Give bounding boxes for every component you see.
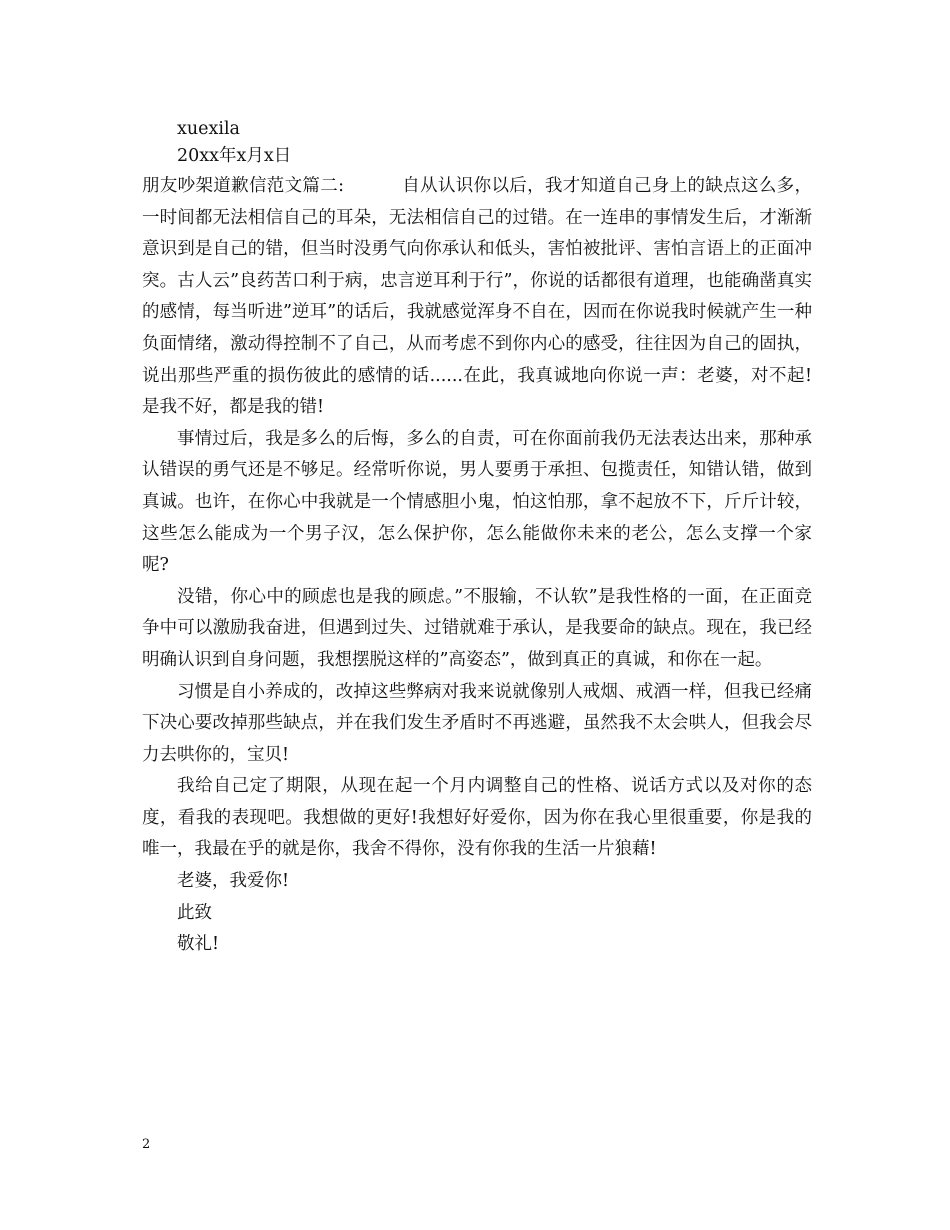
letter-paragraph-1 xyxy=(142,171,812,424)
letter-date: 20xx年x月x日 xyxy=(177,146,292,166)
closing-salutation: 此致 xyxy=(177,902,212,923)
paragraph-1-text: 自从认识你以后，我才知道自己身上的缺点这么多，一时间都无法相信自己的耳朵，无法相信自己的过错。在一连串的事情发生后，才渐渐意识到是自己的错，但当时没勇气向你承认和低头，害怕被批评、害怕言语上的正面冲突。古人云”良药苦口利于病，忠言逆耳利于行”，你说的话都很有道理，也能确凿真实的感情，每当听进”逆耳”的话后，我就感觉浑身不自在，因而在你说我时候就产生一种负面情绪，激动得控制不了自己，从而考虑不到你内心的感受，往往因为自己的固执，说出那些严重的损伤彼此的感情的话......在此，我真诚地向你说一声：老婆，对不起!是我不好，都是我的错! xyxy=(142,176,812,418)
document-page xyxy=(142,116,812,961)
page-number: 2 xyxy=(142,1137,151,1152)
closing-regards: 敬礼! xyxy=(177,934,220,955)
letter-paragraph-5: 我给自己定了期限，从现在起一个月内调整自己的性格、说话方式以及对你的态度，看我的表现吧。我想做的更好!我想好好爱你，因为你在我心里很重要，你是我的唯一，我最在乎的就是你，我舍不得你，没有你我的生活一片狼藉! xyxy=(142,776,812,860)
letter-paragraph-2: 事情过后，我是多么的后悔，多么的自责，可在你面前我仍无法表达出来，那种承认错误的勇气还是不够足。经常听你说，男人要勇于承担、包揽责任，知错认错，做到真诚。也许，在你心中我就是一个情感胆小鬼，怕这怕那，拿不起放不下，斤斤计较，这些怎么能成为一个男子汉，怎么保护你，怎么能做你未来的老公，怎么支撑一个家呢? xyxy=(142,428,812,576)
letter-paragraph-4: 习惯是自小养成的，改掉这些弊病对我来说就像别人戒烟、戒酒一样，但我已经痛下决心要改掉那些缺点，并在我们发生矛盾时不再逃避，虽然我不太会哄人，但我会尽力去哄你的，宝贝! xyxy=(142,681,812,765)
letter-title: 朋友吵架道歉信范文篇二: xyxy=(142,176,344,196)
sender-name: xuexila xyxy=(177,119,240,139)
closing-love-line: 老婆，我爱你! xyxy=(177,871,290,892)
letter-paragraph-3: 没错，你心中的顾虑也是我的顾虑。”不服输，不认软”是我性格的一面，在正面竞争中可以激励我奋进，但遇到过失、过错就难于承认，是我要命的缺点。现在，我已经明确认识到自身问题，我想摆脱这样的”高姿态”，做到真正的真诚，和你在一起。 xyxy=(142,586,812,670)
